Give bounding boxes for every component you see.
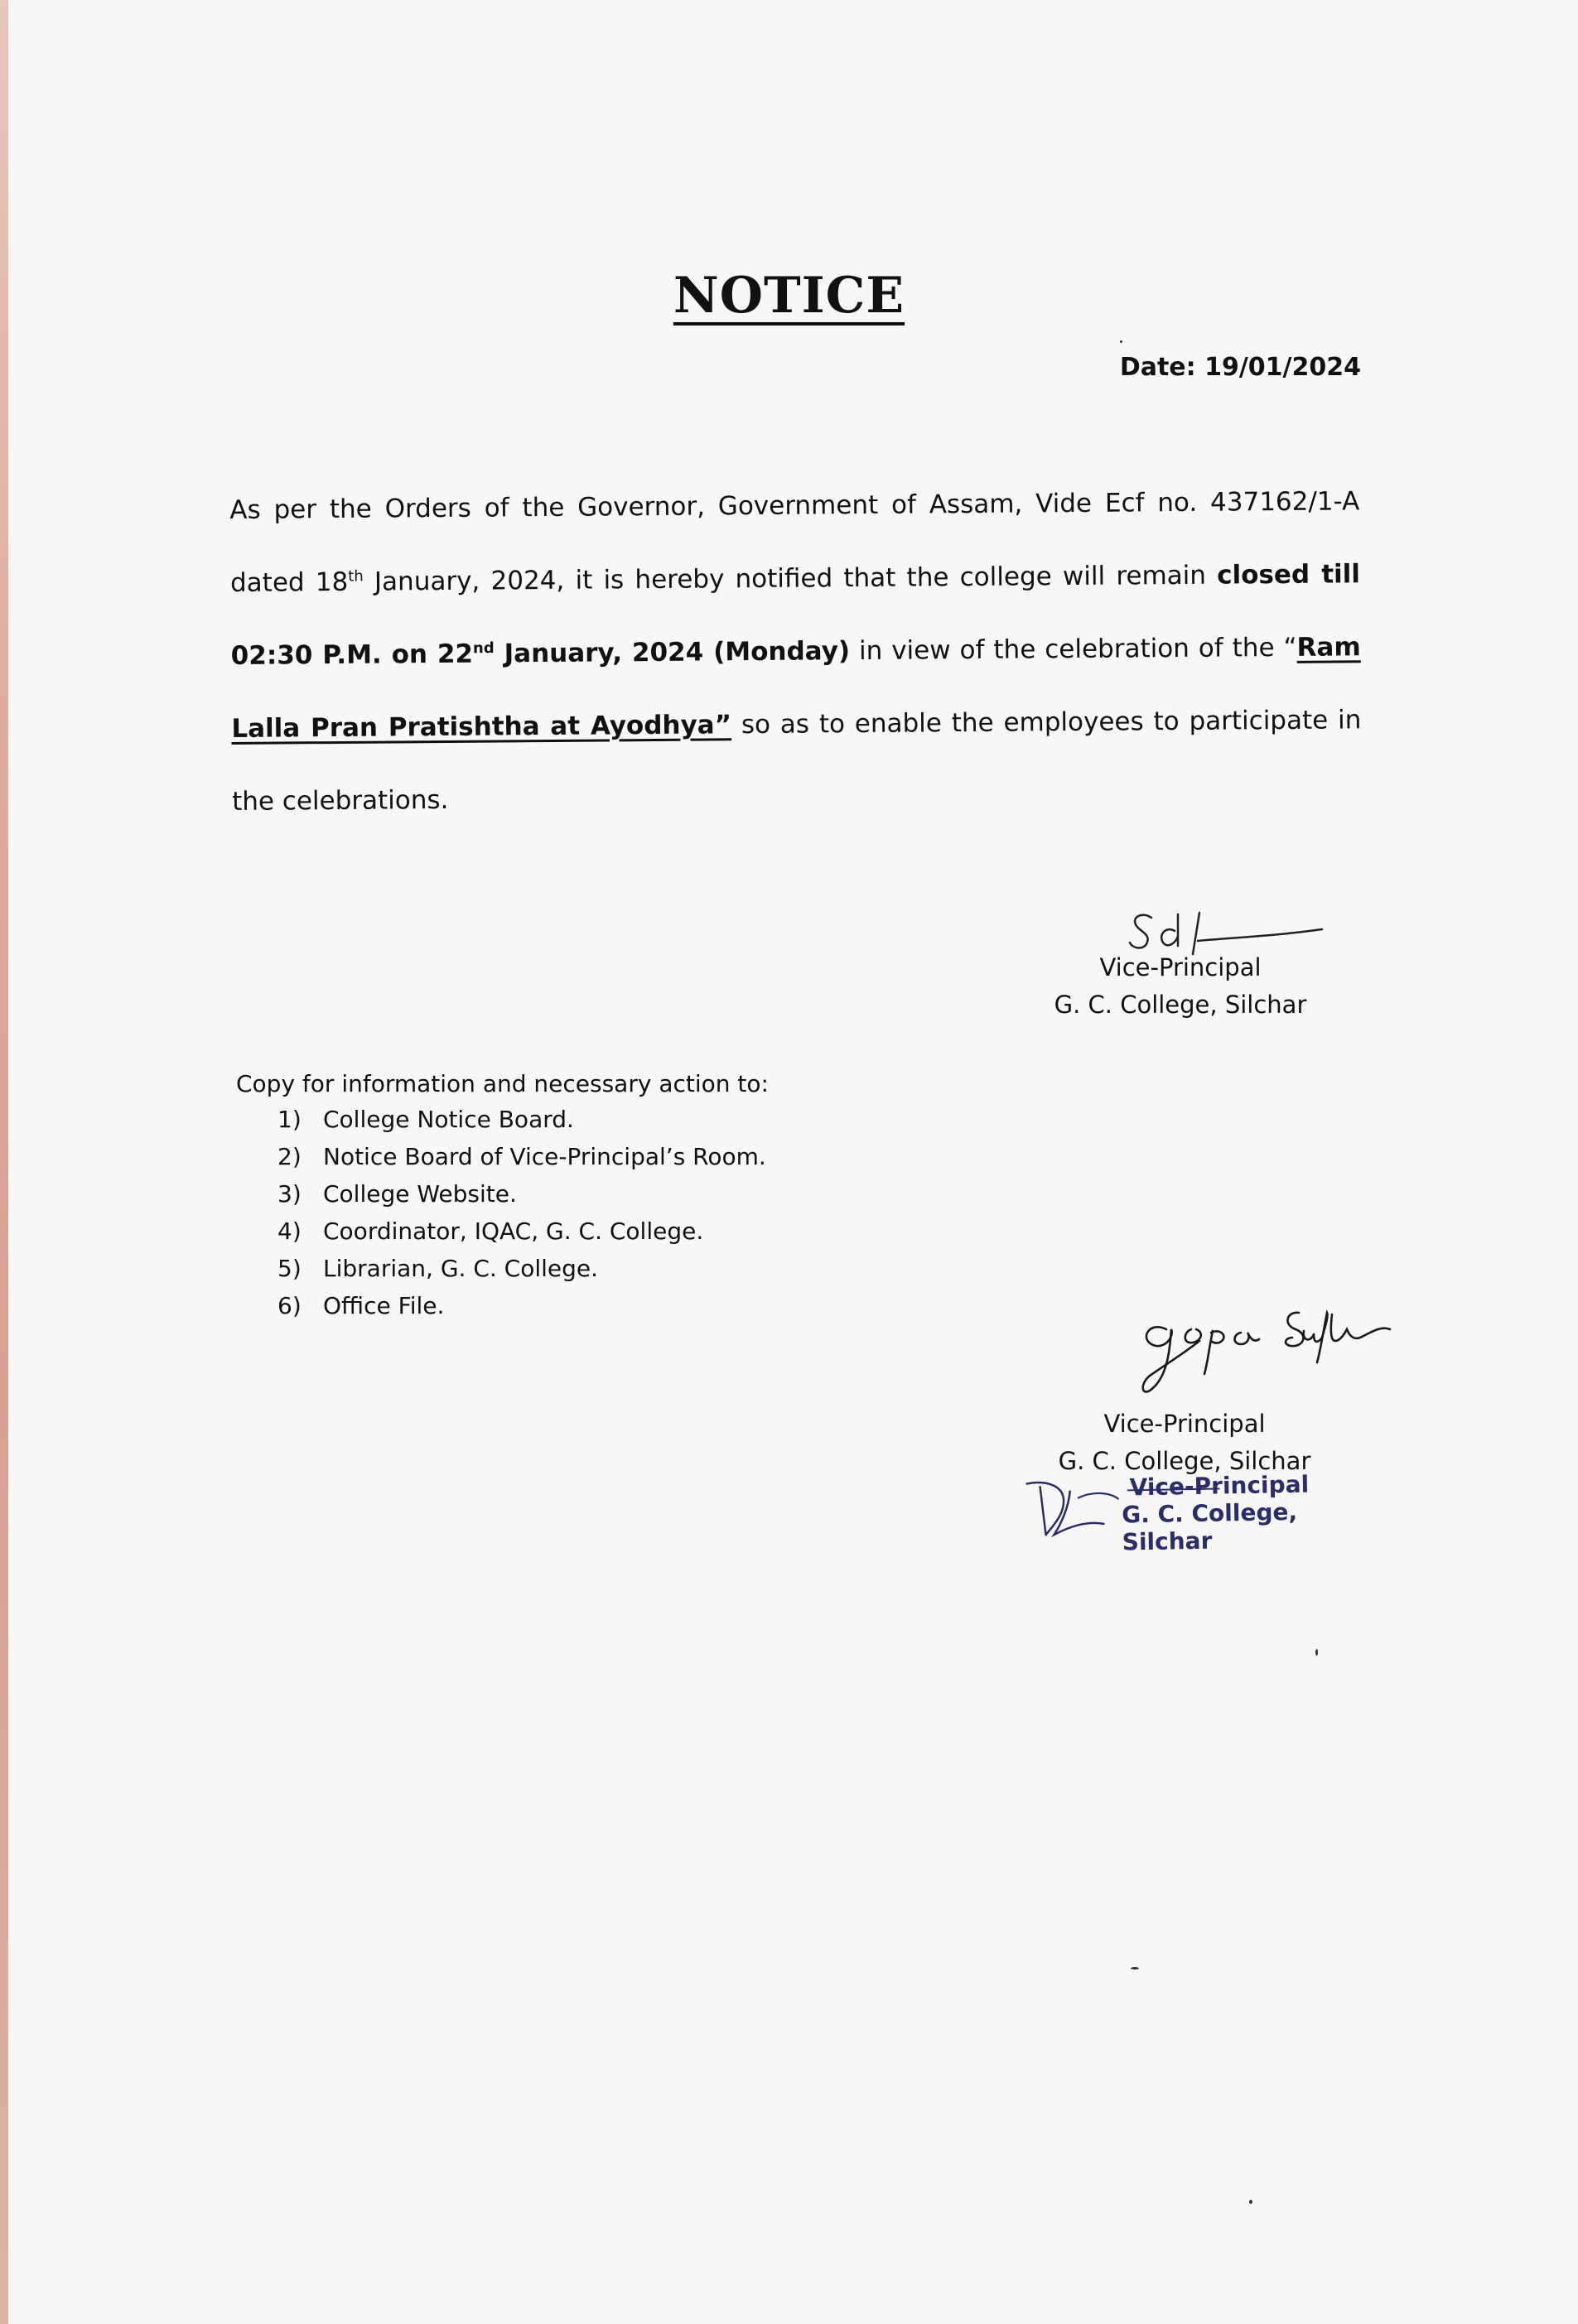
list-item: 2) Notice Board of Vice-Principal’s Room. (277, 1143, 766, 1170)
list-item: 4) Coordinator, IQAC, G. C. College. (277, 1217, 704, 1245)
paper-speck (1120, 340, 1122, 343)
list-item: 1) College Notice Board. (277, 1106, 574, 1133)
paper-speck (1131, 1967, 1139, 1970)
copy-to-heading: Copy for information and necessary action to: (236, 1070, 769, 1097)
notice-title: NOTICE (673, 267, 905, 325)
stamp-institution: G. C. College, Silchar (1121, 1497, 1298, 1556)
body-text-3: in view of the celebration of the “ (849, 632, 1297, 667)
body-sup-2: nd (472, 639, 495, 658)
list-item: 6) Office File. (277, 1292, 445, 1319)
copy-to-list (277, 1106, 766, 1329)
signatory-designation: Vice-Principal (1099, 953, 1262, 981)
notice-body (229, 465, 1362, 838)
official-stamp (1020, 1469, 1368, 1556)
paper-edge (0, 0, 8, 2324)
body-bold-2: January, 2024 (Monday) (494, 636, 851, 669)
handwritten-signature (1133, 1304, 1398, 1396)
stamp-initial-scribble (1020, 1469, 1368, 1541)
body-text-1: As per the Orders of the Governor, Government of Assam, Vide Ecf no. 437162/1-A dated 18 (229, 486, 1360, 598)
stamp-designation: Vice-Principal (1129, 1470, 1310, 1502)
notice-date: Date: 19/01/2024 (1119, 353, 1361, 382)
signatory-institution: G. C. College, Silchar (1058, 1447, 1311, 1475)
paper-speck (1315, 1649, 1318, 1656)
signature-block-2 (1048, 1405, 1321, 1480)
signatory-designation: Vice-Principal (1103, 1410, 1266, 1438)
list-item: 5) Librarian, G. C. College. (277, 1255, 599, 1282)
signatory-institution: G. C. College, Silchar (1054, 991, 1307, 1019)
body-text-4: so as to enable the employees to participate in the celebrations. (231, 705, 1362, 817)
body-sup-1: th (348, 567, 364, 586)
body-bold-1: closed till 02:30 P.M. on 22 (230, 559, 1361, 671)
event-name: Ram Lalla Pran Pratishtha at Ayodhya” (231, 632, 1361, 744)
body-text-2: January, 2024, it is hereby notified that the college will remain (363, 560, 1218, 597)
paper-speck (1249, 2200, 1252, 2204)
list-item: 3) College Website. (277, 1180, 517, 1208)
signature-block-1 (1044, 949, 1317, 1024)
